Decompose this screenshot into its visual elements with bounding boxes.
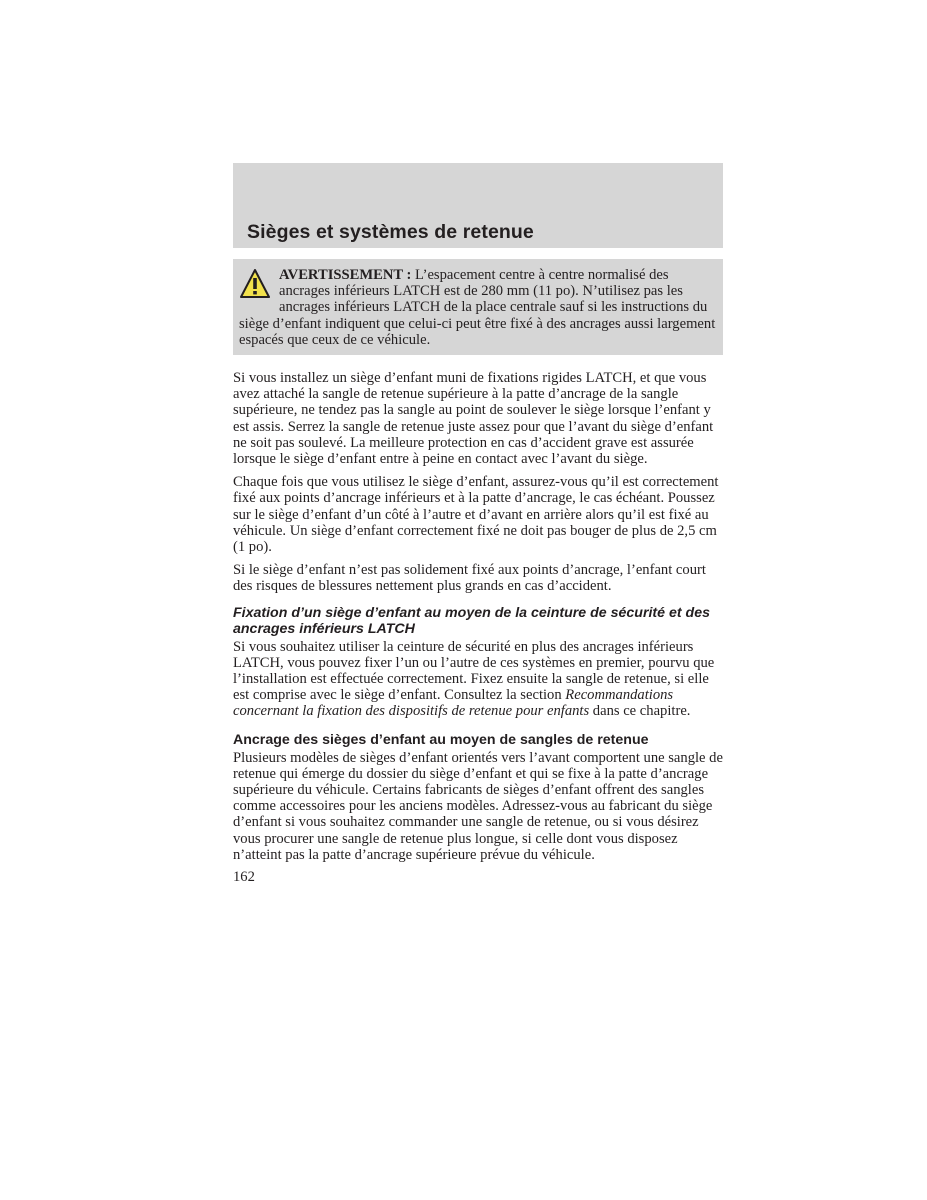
page-number: 162	[233, 869, 255, 886]
page-title: Sièges et systèmes de retenue	[247, 221, 534, 243]
paragraph-check-seat: Chaque fois que vous utilisez le siège d’enfant, assurez-vous qu’il est correctement fixé aux points d’ancrage inférieurs et à la patte d’ancrage, le cas échéant. Poussez sur le siège d’enfant d’un côté à l’autre et d’avant en arrière alors qu’il est fixé au véhicule. Un siège d’enfant correctement fixé ne doit pas bouger de plus de 2,5 cm (1 po).	[233, 474, 719, 556]
warning-triangle-icon	[239, 267, 271, 301]
warning-box	[233, 259, 723, 355]
heading-seatbelt-latch: Fixation d’un siège d’enfant au moyen de la ceinture de sécurité et des ancrages inférieurs LATCH	[233, 604, 710, 637]
section-header	[233, 163, 723, 248]
heading-tether-straps: Ancrage des sièges d’enfant au moyen de sangles de retenue	[233, 731, 649, 748]
paragraph-latch-tether: Si vous installez un siège d’enfant muni de fixations rigides LATCH, et que vous avez attaché la sangle de retenue supérieure à la patte d’ancrage de la sangle supérieure, ne tendez pas la sangle au point de soulever le siège lorsque l’enfant y est assis. Serrez la sangle de retenue juste assez pour que l’avant du siège d’enfant ne soit pas soulevé. La meilleure protection en cas d’accident grave est assurée lorsque le siège d’enfant entre à peine en contact avec l’avant du siège.	[233, 370, 714, 468]
paragraph-seatbelt-latch-text-a: Si vous souhaitez utiliser la ceinture de sécurité en plus des ancrages inférieurs LATCH, vous pouvez fixer l’un ou l’autre de ces systèmes en premier, pourvu que l’installation est effectuée correctement. Fixez ensuite la sangle de retenue, si elle est comprise avec le siège d’enfant. Consultez la section	[233, 638, 715, 704]
paragraph-tether-straps: Plusieurs modèles de sièges d’enfant orientés vers l’avant comportent une sangle de retenue qui émerge du dossier du siège d’enfant et qui se fixe à la patte d’ancrage supérieure du véhicule. Certains fabricants de sièges d’enfant offrent des sangles comme accessoires pour les anciens modèles. Adressez-vous au fabricant du siège d’enfant si vous souhaitez commander une sangle de retenue, ou si vous désirez vous procurer une sangle de retenue plus longue, si celle dont vous disposez n’atteint pas la patte d’ancrage supérieure prévue du véhicule.	[233, 749, 723, 863]
paragraph-risk: Si le siège d’enfant n’est pas solidement fixé aux points d’ancrage, l’enfant court des risques de blessures nettement plus grands en cas d’accident.	[233, 562, 706, 595]
section-reference: Recommandations concernant la fixation des dispositifs de retenue pour enfants	[233, 687, 674, 720]
paragraph-seatbelt-latch	[233, 639, 723, 720]
paragraph-seatbelt-latch-text-b: dans ce chapitre.	[589, 703, 691, 720]
warning-body: L’espacement centre à centre normalisé des ancrages inférieurs LATCH est de 280 mm (11 po). N’utilisez pas les ancrages inférieurs LATCH de la place centrale sauf si les instructions du siège d’enfant indiquent que celui-ci peut être fixé à des ancrages aussi largement espacés que ceux de ce véhicule.	[239, 267, 716, 348]
warning-text	[239, 267, 717, 348]
warning-label: AVERTISSEMENT :	[279, 267, 412, 283]
main-content	[233, 370, 723, 885]
